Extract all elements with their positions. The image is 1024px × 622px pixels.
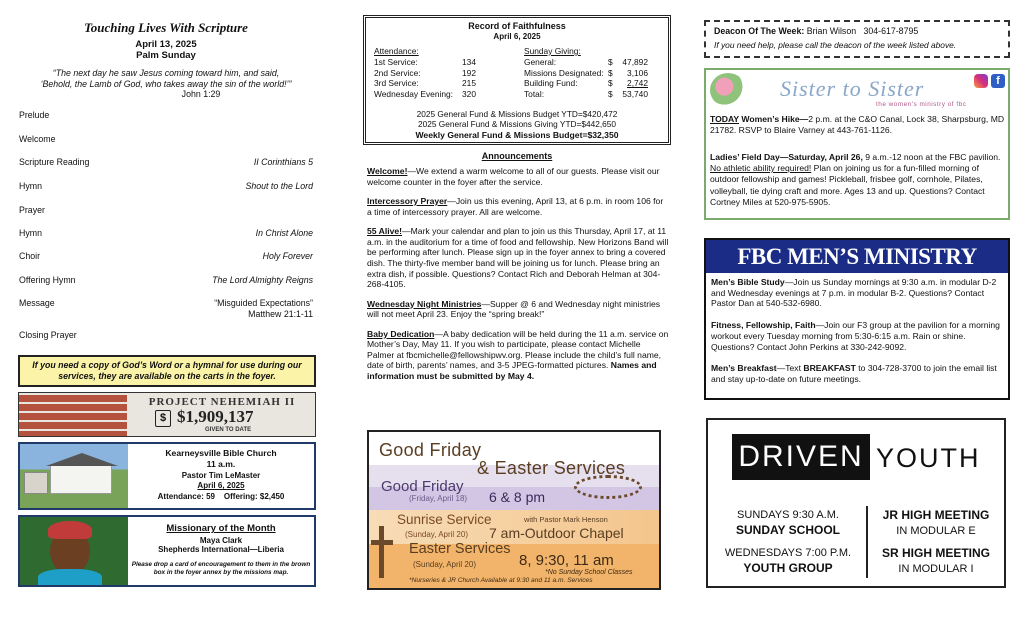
ytd-general: 2025 General Fund & Missions Budget YTD=$420,472 bbox=[416, 109, 618, 119]
field-title: Ladies’ Field Day—Saturday, April 26, bbox=[710, 152, 863, 162]
missionary-photo bbox=[20, 517, 128, 585]
giving-row: Total: $ 53,740 bbox=[524, 88, 648, 99]
driven-youth-box bbox=[706, 418, 1006, 588]
record-of-faithfulness bbox=[363, 15, 671, 145]
youth-l3: WEDNESDAYS 7:00 P.M. bbox=[724, 547, 852, 560]
oos-detail: Shout to the Lord bbox=[245, 181, 313, 191]
order-of-service-row bbox=[19, 251, 313, 262]
youth-r2: IN MODULAR E bbox=[896, 524, 976, 537]
order-of-service-row bbox=[19, 298, 313, 319]
oos-detail: Holy Forever bbox=[262, 251, 313, 261]
oos-item: Prayer bbox=[19, 205, 45, 215]
kearneysville-box bbox=[18, 442, 316, 510]
oos-item: Scripture Reading bbox=[19, 157, 90, 167]
mens-ministry-item: Men’s Bible Study—Join us Sunday mornings at 9:30 a.m. in modular D-2 and Wednesday evenings at 7 p.m. in modular B-2. Questions? Contact Pastor Dan at 540-532-6980. bbox=[711, 277, 997, 309]
kbc-offering: Offering: $2,450 bbox=[223, 491, 285, 501]
giving-row: Missions Designated: $ 3,106 bbox=[524, 67, 648, 78]
mens-ministry-item: Men’s Breakfast—Text BREAKFAST to 304-728-3700 to join the email list and stay up-to-date on future meetings. bbox=[711, 363, 997, 385]
order-of-service-row bbox=[19, 110, 313, 121]
youth-r3: SR HIGH MEETING bbox=[881, 546, 990, 561]
giving-table bbox=[524, 46, 648, 99]
youth-logo: YOUTH bbox=[876, 443, 981, 473]
hike-title: Women’s Hike— bbox=[738, 114, 809, 124]
deacon-name: Brian Wilson bbox=[806, 26, 857, 36]
order-of-service-row bbox=[19, 181, 313, 192]
giving-row: Building Fund: $ 2,742 bbox=[524, 78, 648, 89]
kbc-time: 11 a.m. bbox=[206, 459, 236, 470]
instagram-icon[interactable] bbox=[974, 74, 988, 88]
order-of-service-row bbox=[19, 275, 313, 286]
gf-date: (Friday, April 18) bbox=[409, 494, 468, 503]
youth-l4: YOUTH GROUP bbox=[743, 560, 833, 575]
kbc-name: Kearneysville Bible Church bbox=[165, 448, 277, 458]
nehemiah-amount: $1,909,137 bbox=[177, 407, 254, 426]
field-text2: Plan on joining us for a fun-filled morning of outdoor fellowship and games! Pickleball, frisbee golf, cornhole, Pilates, volleyball, tie dying craft and more. Ages 13 and up. Questions? Contact Cortney Miles at 520-975-5905. bbox=[710, 163, 985, 207]
missionary-box bbox=[18, 515, 316, 587]
es-label: Easter Services bbox=[409, 541, 511, 557]
gf-time: 6 & 8 pm bbox=[489, 489, 546, 505]
sunrise-time: 7 am-Outdoor Chapel bbox=[489, 525, 624, 541]
womens-hike bbox=[710, 114, 1006, 136]
facebook-icon[interactable]: f bbox=[991, 74, 1005, 88]
youth-l2: SUNDAY SCHOOL bbox=[735, 522, 841, 537]
attendance-heading: Attendance: bbox=[374, 46, 419, 56]
gf-label: Good Friday bbox=[381, 478, 464, 495]
oos-item: Closing Prayer bbox=[19, 330, 77, 340]
youth-schedule-right bbox=[870, 508, 1002, 577]
attendance-table bbox=[374, 46, 524, 99]
easter-note-1: *No Sunday School Classes bbox=[545, 569, 633, 576]
es-date: (Sunday, April 20) bbox=[413, 560, 476, 569]
attendance-row: 1st Service: 134 bbox=[374, 57, 476, 68]
order-of-service-row bbox=[19, 330, 313, 341]
sister-logo: Sister to Sister bbox=[780, 76, 925, 101]
driven-logo: DRIVEN bbox=[732, 434, 870, 480]
oos-item: Offering Hymn bbox=[19, 275, 76, 285]
attendance-row: Wednesday Evening: 320 bbox=[374, 88, 476, 99]
attendance-row: 3rd Service: 215 bbox=[374, 78, 476, 89]
cross-icon bbox=[379, 526, 384, 578]
easter-title-1: Good Friday bbox=[379, 440, 482, 460]
ytd-summary bbox=[366, 110, 668, 140]
missionary-name: Maya Clark bbox=[199, 535, 243, 545]
youth-l1: SUNDAYS 9:30 A.M. bbox=[737, 509, 839, 521]
scripture-quote-line1: “The next day he saw Jesus coming toward him, and said, bbox=[52, 68, 280, 79]
kbc-attendance: Attendance: 59 bbox=[157, 491, 215, 501]
flower-graphic bbox=[710, 73, 746, 107]
deacon-label: Deacon Of The Week: bbox=[714, 26, 805, 36]
kbc-date: April 6, 2025 bbox=[197, 481, 245, 491]
scripture-reference: John 1:29 bbox=[181, 89, 221, 100]
order-of-service-row bbox=[19, 205, 313, 216]
youth-r1: JR HIGH MEETING bbox=[882, 508, 990, 522]
youth-r4: IN MODULAR I bbox=[898, 563, 974, 576]
service-date: April 13, 2025 bbox=[135, 38, 197, 50]
sunrise-with: with Pastor Mark Henson bbox=[524, 515, 608, 524]
easter-title-2: & Easter Services bbox=[477, 458, 626, 478]
attendance-row: 2nd Service: 192 bbox=[374, 67, 476, 78]
record-title: Record of Faithfulness bbox=[468, 21, 566, 31]
service-occasion: Palm Sunday bbox=[136, 50, 196, 62]
order-of-service-row bbox=[19, 157, 313, 168]
oos-detail: “Misguided Expectations” Matthew 21:1-11 bbox=[214, 298, 313, 319]
easter-note-2: *Nurseries & JR Church Available at 9:30 and 11 a.m. Services bbox=[409, 577, 593, 584]
ladies-field-day bbox=[710, 152, 1006, 208]
mens-ministry-heading: FBC MEN’S MINISTRY bbox=[706, 240, 1008, 273]
youth-divider bbox=[866, 506, 868, 578]
announcement-item: Welcome!—We extend a warm welcome to all of our guests. Please visit our welcome counter in the foyer after the service. bbox=[367, 166, 660, 187]
oos-item: Welcome bbox=[19, 134, 56, 144]
oos-item: Prelude bbox=[19, 110, 50, 120]
bible-hymnal-notice: If you need a copy of God’s Word or a hymnal for use during our services, they are available on the carts in the foyer. bbox=[18, 355, 316, 387]
missionary-org: Shepherds International—Liberia bbox=[158, 545, 284, 555]
project-nehemiah-banner bbox=[18, 392, 316, 437]
sister-tagline: the women's ministry of fbc bbox=[876, 101, 967, 108]
nehemiah-caption: GIVEN TO DATE bbox=[205, 427, 252, 433]
oos-detail: The Lord Almighty Reigns bbox=[212, 275, 313, 285]
oos-item: Choir bbox=[19, 251, 41, 261]
deacon-note: If you need help, please call the deacon of the week listed above. bbox=[714, 39, 957, 50]
announcements-list bbox=[367, 166, 669, 391]
field-text1: 9 a.m.-12 noon at the FBC pavilion. bbox=[862, 152, 1001, 162]
oos-item: Hymn bbox=[19, 181, 42, 191]
record-date: April 6, 2025 bbox=[493, 31, 541, 41]
sunrise-label: Sunrise Service bbox=[397, 512, 492, 527]
scripture-quote-line2: ‘Behold, the Lamb of God, who takes away the sin of the world!’” bbox=[40, 78, 292, 89]
sister-to-sister-box bbox=[704, 68, 1010, 220]
announcement-item: Wednesday Night Ministries—Supper @ 6 and Wednesday night ministries will not meet April 23. Enjoy the “spring break!” bbox=[367, 298, 661, 320]
announcements-heading: Announcements bbox=[481, 151, 553, 161]
mens-ministry-item: Fitness, Fellowship, Faith—Join our F3 group at the pavilion for a morning workout every Tuesday morning from 5:30-6:15 a.m. Rain or shine. Questions? Contact John Perkins at 330-242-9092. bbox=[711, 320, 1000, 352]
church-photo bbox=[20, 444, 128, 508]
es-time: 8, 9:30, 11 am bbox=[519, 552, 614, 569]
oos-item: Message bbox=[19, 298, 55, 308]
weekly-budget: Weekly General Fund & Missions Budget=$32,350 bbox=[415, 129, 619, 140]
deacon-of-week-box bbox=[704, 20, 1010, 58]
missionary-heading: Missionary of the Month bbox=[166, 523, 276, 534]
sunrise-date: (Sunday, April 20) bbox=[405, 530, 468, 539]
brick-wall-graphic bbox=[19, 393, 127, 437]
order-of-service-row bbox=[19, 228, 313, 239]
field-underline: No athletic ability required! bbox=[710, 163, 812, 174]
mens-ministry-box bbox=[704, 238, 1010, 400]
missionary-info bbox=[128, 523, 314, 576]
kbc-pastor: Pastor Tim LeMaster bbox=[181, 470, 261, 480]
bulletin-title: Touching Lives With Scripture bbox=[84, 20, 248, 35]
deacon-phone: 304-617-8795 bbox=[863, 26, 919, 36]
youth-schedule-left bbox=[716, 508, 860, 577]
left-header bbox=[19, 20, 313, 100]
giving-heading: Sunday Giving: bbox=[524, 46, 581, 56]
hike-text: 2 p.m. at the C&O Canal, Lock 38, Sharpsburg, MD 21782. RSVP to Blaire Varney at 443-761-1126. bbox=[710, 114, 1005, 136]
oos-detail: II Corinthians 5 bbox=[253, 157, 313, 167]
oos-detail: In Christ Alone bbox=[255, 228, 313, 238]
ytd-giving: 2025 General Fund & Missions Giving YTD=$442,650 bbox=[418, 118, 616, 129]
oos-item: Hymn bbox=[19, 228, 42, 238]
kearneysville-info bbox=[128, 448, 314, 502]
giving-row: General: $ 47,892 bbox=[524, 57, 648, 68]
hike-lead: TODAY bbox=[710, 114, 739, 124]
announcement-item: Intercessory Prayer—Join us this evening, April 13, at 6 p.m. in room 106 for a time of intercessory prayer. All are welcome. bbox=[367, 196, 664, 217]
nehemiah-title: PROJECT NEHEMIAH II bbox=[148, 396, 296, 408]
order-of-service-row bbox=[19, 134, 313, 145]
dollar-icon: $ bbox=[155, 410, 171, 427]
announcement-item: Baby Dedication—A baby dedication will be held during the 11 a.m. service on Mother’s Day, May 11. If you wish to participate, please contact Michelle Palmer at fbcmichelle@fellowshipwv.org. Please include the child’s full name, date of birth, parents’ names, and 3-5 JPEG-formatted pictures. Names and information must be submitted by May 4. bbox=[367, 328, 669, 381]
announcement-item: 55 Alive!—Mark your calendar and plan to join us this Thursday, April 17, at 11 a.m. in the auditorium for a time of food and fellowship. New Horizons Band will be performing after lunch. Please sign up in the foyer annex to bring a covered dish. The thirty-five member band will be joining us for lunch. Please bring an extra dish, if possible. Questions? Contact Rich and Deborah Helman at 304-268-4105. bbox=[367, 226, 669, 290]
missionary-note: Please drop a card of encouragement to them in the brown box in the foyer annex by the missions map. bbox=[131, 561, 311, 576]
easter-services-box bbox=[367, 430, 661, 590]
